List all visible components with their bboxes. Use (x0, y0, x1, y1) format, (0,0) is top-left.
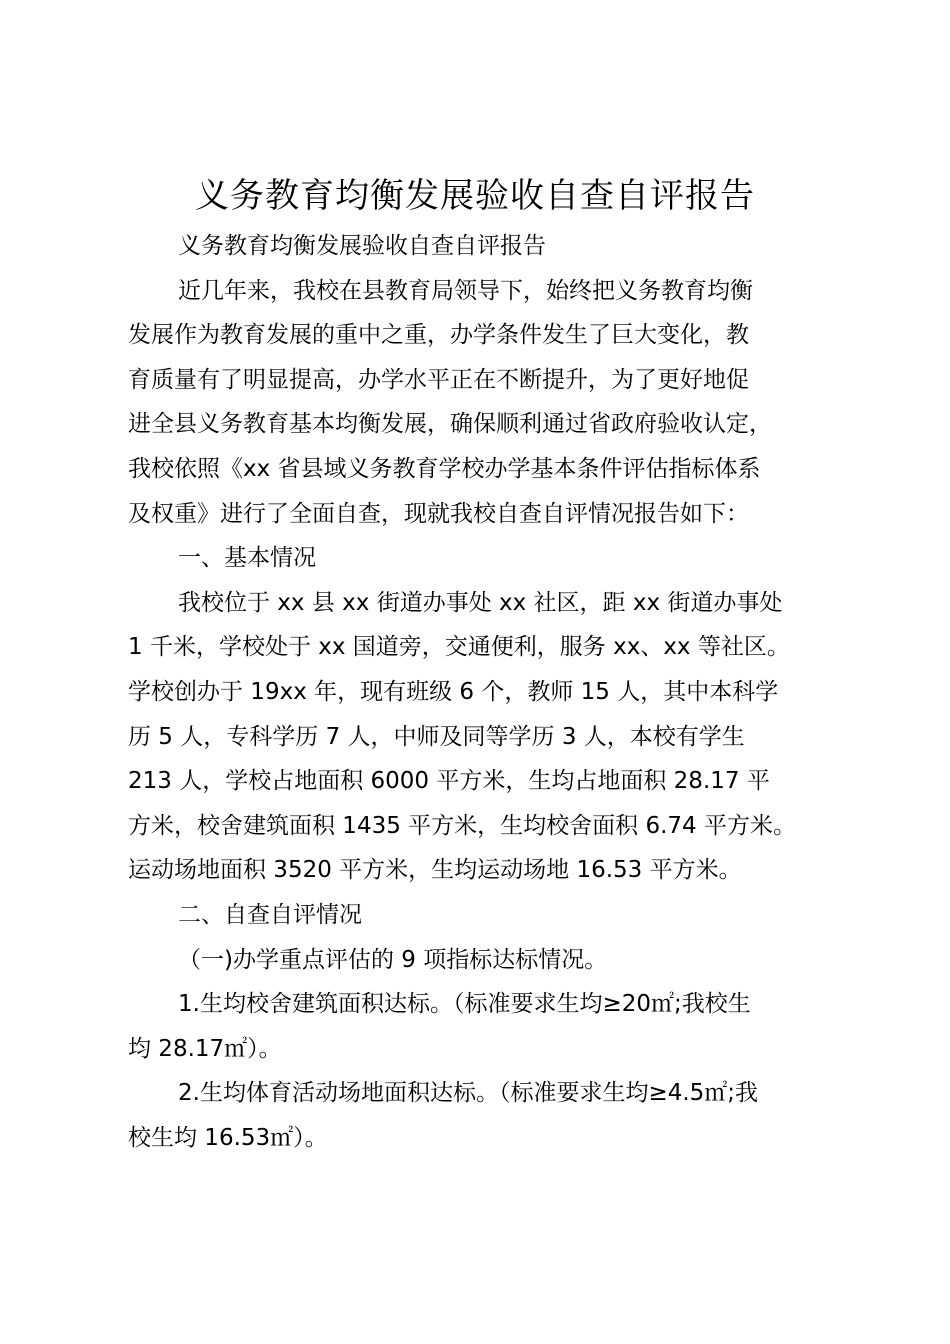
body-line: 我校依照《xx 省县域义务教育学校办学基本条件评估指标体系 (128, 455, 761, 482)
body-line: 校生均 16.53㎡）。 (128, 1124, 328, 1151)
body-line: 育质量有了明显提高，办学水平正在不断提升，为了更好地促 (128, 366, 749, 393)
body-line: 1.生均校舍建筑面积达标。（标准要求生均≥20㎡;我校生 (178, 991, 751, 1018)
body-line: 历 5 人，专科学历 7 人，中师及同等学历 3 人，本校有学生 (128, 723, 745, 750)
body-line: 及权重》进行了全面自查，现就我校自查自评情况报告如下： (128, 500, 749, 527)
body-line: 进全县义务教育基本均衡发展，确保顺利通过省政府验收认定， (128, 411, 772, 438)
body-line: 2.生均体育活动场地面积达标。（标准要求生均≥4.5㎡;我 (178, 1080, 759, 1107)
body-line: 学校创办于 19xx 年，现有班级 6 个，教师 15 人，其中本科学 (128, 678, 779, 705)
body-line: 213 人，学校占地面积 6000 平方米，生均占地面积 28.17 平 (128, 768, 770, 795)
body-line: 方米，校舍建筑面积 1435 平方米，生均校舍面积 6.74 平方米。 (128, 812, 796, 839)
body-line: 均 28.17㎡）。 (128, 1035, 282, 1062)
body-line: 义务教育均衡发展验收自查自评报告 (178, 233, 546, 259)
body-line: 一、基本情况 (178, 545, 316, 572)
body-line: 1 千米，学校处于 xx 国道旁，交通便利，服务 xx、xx 等社区。 (128, 634, 790, 661)
body-line: 发展作为教育发展的重中之重，办学条件发生了巨大变化，教 (128, 322, 749, 349)
body-line: （一)办学重点评估的 9 项指标达标情况。 (178, 946, 608, 973)
body-line: 二、自查自评情况 (178, 901, 362, 928)
document-title: 义务教育均衡发展验收自查自评报告 (195, 176, 755, 216)
document-body (128, 224, 858, 1160)
body-line: 我校位于 xx 县 xx 街道办事处 xx 社区，距 xx 街道办事处 (178, 589, 783, 616)
body-line: 运动场地面积 3520 平方米，生均运动场地 16.53 平方米。 (128, 857, 742, 884)
body-line: 近几年来，我校在县教育局领导下，始终把义务教育均衡 (178, 277, 753, 304)
